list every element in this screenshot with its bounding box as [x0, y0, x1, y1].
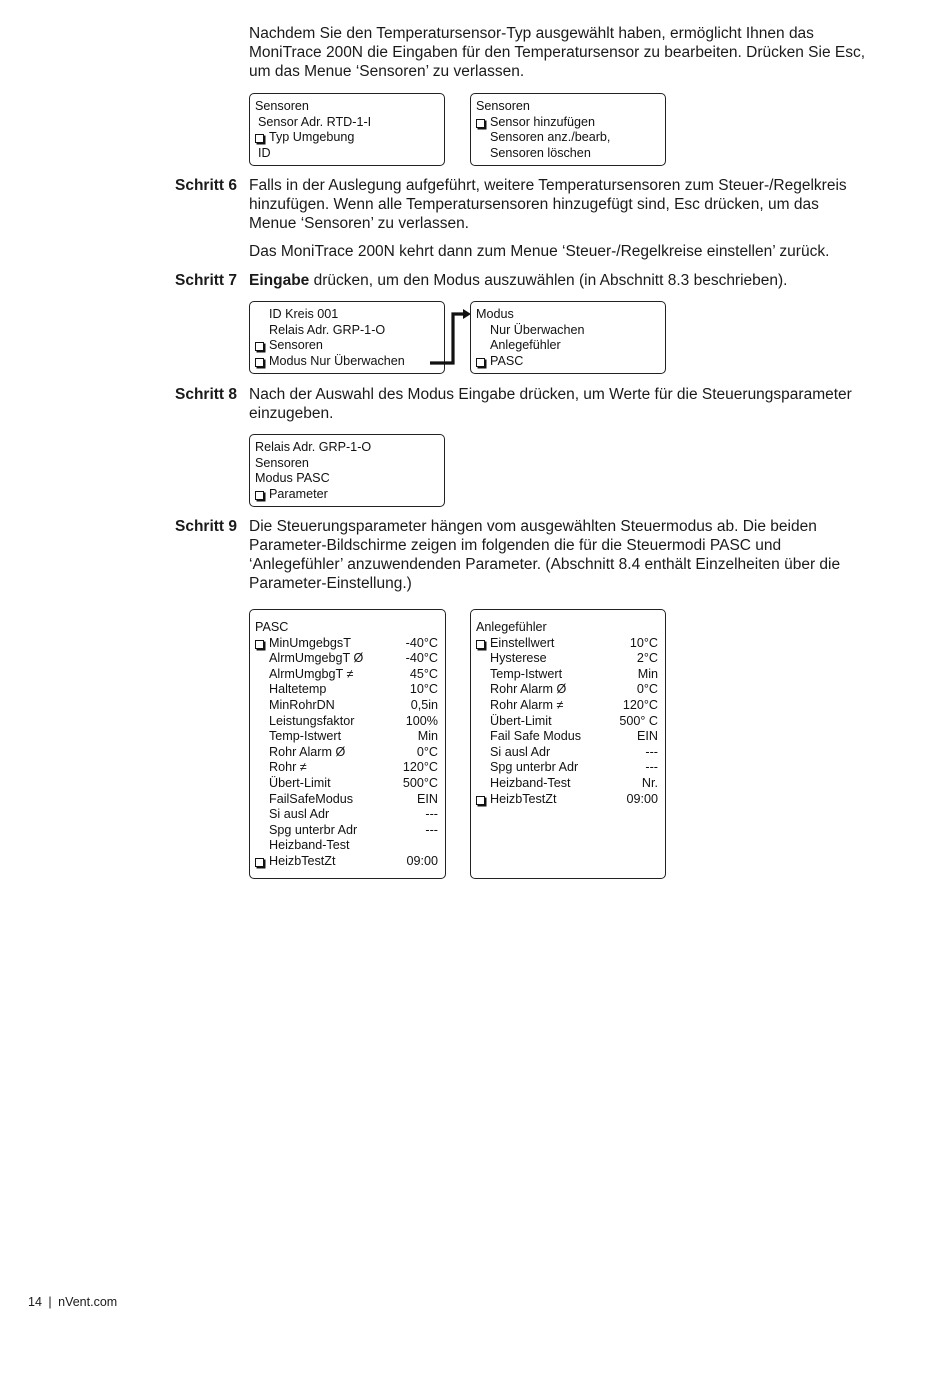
- parameter-row: [255, 698, 438, 714]
- screen-row: [255, 338, 437, 354]
- parameter-label: Rohr Alarm ≠: [490, 697, 564, 712]
- anlegefuehler-parameter-list: [476, 636, 658, 808]
- parameter-value: 120°C: [402, 760, 438, 775]
- screen-title-row: [255, 99, 437, 115]
- screen-row: [255, 456, 437, 472]
- intro-text: Nachdem Sie den Temperatursensor-Typ ausgewählt haben, ermöglicht Ihnen das MoniTrace 200N die Eingaben für den Temperatursensor zu bearbeiten. Drücken Sie Esc, um das Menue ‘Sensoren’ zu verlassen.: [249, 25, 866, 80]
- step9-label: Schritt 9: [175, 518, 238, 535]
- parameter-label: MinRohrDN: [269, 697, 335, 712]
- parameter-value: Min: [417, 729, 438, 744]
- screen-title: Sensoren: [255, 99, 309, 113]
- screen-row-text: ID: [258, 145, 271, 160]
- parameter-row: [476, 698, 658, 714]
- step7-bold: Eingabe: [249, 272, 310, 289]
- parameter-value: 100%: [405, 713, 438, 728]
- screen-row: [255, 323, 437, 339]
- pasc-parameter-screen: [249, 609, 446, 879]
- parameter-row: [255, 854, 438, 870]
- parameter-row: [255, 714, 438, 730]
- screen-row-text: Sensor hinzufügen: [490, 114, 596, 129]
- sensor-screen-left: [249, 93, 445, 166]
- parameter-value: ---: [645, 760, 658, 775]
- screen-row: [476, 338, 658, 354]
- screen-title-row: [476, 99, 658, 115]
- parameter-label: Heizband-Test: [269, 838, 350, 853]
- step6-text: Falls in der Auslegung aufgeführt, weitere Temperatursensoren zum Steuer-/Regelkreis hinzufügen. Wenn alle Temperatursensoren hinzugefügt sind, Esc drücken, um das Menue ‘Sensoren’ zu verlassen.: [249, 177, 847, 232]
- parameter-row: [255, 729, 438, 745]
- step8-text: Nach der Auswahl des Modus Eingabe drücken, um Werte für die Steuerungsparameter einzugeben.: [249, 386, 852, 422]
- cursor-box-icon: [476, 792, 485, 810]
- step6-paragraph: [249, 176, 869, 233]
- parameter-value: 10°C: [629, 635, 658, 650]
- parameter-label: Rohr Alarm Ø: [269, 744, 346, 759]
- step6-paragraph-2: [249, 242, 869, 261]
- parameter-label: Temp-Istwert: [490, 666, 563, 681]
- parameter-row: [476, 714, 658, 730]
- screen-row-text: Sensor Adr. RTD-1-I: [258, 114, 372, 129]
- parameter-row: [255, 823, 438, 839]
- screen-row: [255, 307, 437, 323]
- parameter-value: -40°C: [405, 651, 438, 666]
- screen-row-text: Relais Adr. GRP-1-O: [255, 440, 372, 454]
- mode-screen: [470, 301, 666, 374]
- screen-row-text: Nur Überwachen: [490, 322, 585, 337]
- pasc-parameter-list: [255, 636, 438, 870]
- screen-row: [476, 146, 658, 162]
- parameter-row: [476, 792, 658, 808]
- parameter-value: 09:00: [406, 853, 438, 868]
- step7-label: Schritt 7: [175, 272, 238, 289]
- parameter-value: EIN: [637, 729, 658, 744]
- parameter-label: Haltetemp: [269, 682, 327, 697]
- parameter-value: Nr.: [641, 775, 658, 790]
- parameter-row: [476, 682, 658, 698]
- sensor-screen-right: [470, 93, 666, 166]
- parameter-row: [255, 776, 438, 792]
- parameter-value: 09:00: [626, 791, 658, 806]
- screen-row: [476, 354, 658, 370]
- step6-label: Schritt 6: [175, 177, 238, 194]
- parameter-value: EIN: [417, 791, 438, 806]
- parameter-row: [476, 729, 658, 745]
- parameter-row: [255, 682, 438, 698]
- parameter-value: Min: [637, 666, 658, 681]
- parameter-row: [255, 745, 438, 761]
- screen-row-text: Modus Nur Überwachen: [269, 353, 405, 368]
- step7-text: drücken, um den Modus auszuwählen (in Abschnitt 8.3 beschrieben).: [309, 272, 788, 289]
- parameter-row: [476, 651, 658, 667]
- step6-text-2: Das MoniTrace 200N kehrt dann zum Menue ‘Steuer-/Regelkreise einstellen’ zurück.: [249, 243, 830, 260]
- parameter-value: 2°C: [636, 651, 658, 666]
- step8-paragraph: [249, 385, 869, 423]
- cursor-box-icon: [476, 354, 485, 372]
- parameter-value: 0,5in: [410, 697, 438, 712]
- parameter-label: Übert-Limit: [490, 713, 552, 728]
- parameter-value: 500° C: [619, 713, 658, 728]
- parameter-value: ---: [425, 822, 438, 837]
- screen-row: [476, 130, 658, 146]
- parameter-label: HeizbTestZt: [269, 853, 336, 868]
- parameter-label: Si ausl Adr: [269, 807, 330, 822]
- parameter-row: [476, 745, 658, 761]
- parameter-label: AlrmUmgebgT Ø: [269, 651, 364, 666]
- parameter-label: Leistungsfaktor: [269, 713, 355, 728]
- screen-row: [255, 354, 437, 370]
- cursor-box-icon: [255, 354, 264, 372]
- screen-title: Modus: [476, 307, 514, 321]
- parameter-value: 0°C: [416, 744, 438, 759]
- parameter-value: 0°C: [636, 682, 658, 697]
- parameter-row: [255, 667, 438, 683]
- screen-row: [476, 115, 658, 131]
- screen-row-text: Typ Umgebung: [269, 130, 355, 145]
- parameter-value: 10°C: [409, 682, 438, 697]
- step9-text: Die Steuerungsparameter hängen vom ausgewählten Steuermodus ab. Die beiden Parameter-Bildschirme zeigen im folgenden die für die Steuermodi PASC und ‘Anlegefühler’ anzuwendenden Parameter. (Abschnitt 8.4 enthält Einzelheiten über die Parameter-Einstellung.): [249, 518, 841, 592]
- parameter-label: Fail Safe Modus: [490, 729, 581, 744]
- parameter-row: [476, 776, 658, 792]
- screen-row-text: Sensoren anz./bearb,: [490, 130, 611, 145]
- parameter-row: [255, 792, 438, 808]
- screen-row-text: Anlegefühler: [490, 338, 561, 353]
- parameter-row: [476, 667, 658, 683]
- circuit-screen: [249, 301, 445, 374]
- pasc-mode-screen: [249, 434, 445, 507]
- screen-row-text: Sensoren löschen: [490, 145, 591, 160]
- screen-title: PASC: [255, 620, 289, 634]
- parameter-label: Einstellwert: [490, 635, 555, 650]
- parameter-value: 120°C: [622, 697, 658, 712]
- parameter-label: Spg unterbr Adr: [490, 760, 579, 775]
- parameter-label: FailSafeModus: [269, 791, 353, 806]
- parameter-label: Si ausl Adr: [490, 744, 551, 759]
- parameter-value: 45°C: [409, 666, 438, 681]
- parameter-row: [255, 636, 438, 652]
- screen-row-text: ID Kreis 001: [269, 307, 339, 321]
- screen-row-text: Modus PASC: [255, 471, 330, 486]
- parameter-label: Hysterese: [490, 651, 547, 666]
- parameter-label: AlrmUmgbgT ≠: [269, 666, 354, 681]
- screen-title-row: [476, 307, 658, 323]
- cursor-box-icon: [255, 854, 264, 872]
- parameter-row: [255, 807, 438, 823]
- parameter-value: 500°C: [402, 775, 438, 790]
- footer-site: nVent.com: [58, 1295, 118, 1309]
- parameter-row: [255, 760, 438, 776]
- footer-separator: |: [48, 1295, 52, 1309]
- parameter-label: HeizbTestZt: [490, 791, 557, 806]
- screen-row-text: Parameter: [269, 486, 328, 501]
- screen-row-text: PASC: [490, 353, 524, 368]
- screen-row: [255, 130, 437, 146]
- cursor-box-icon: [255, 487, 264, 505]
- screen-title: Sensoren: [476, 99, 530, 113]
- parameter-value: ---: [645, 744, 658, 759]
- screen-row-text: Relais Adr. GRP-1-O: [269, 322, 386, 337]
- parameter-row: [476, 760, 658, 776]
- parameter-label: Übert-Limit: [269, 775, 331, 790]
- parameter-row: [255, 651, 438, 667]
- step9-paragraph: [249, 517, 869, 593]
- page-footer: [28, 1295, 117, 1310]
- screen-row-text: Sensoren: [269, 338, 323, 353]
- screen-row: [255, 146, 437, 162]
- screen-row: [255, 440, 437, 456]
- parameter-label: MinUmgebgsT: [269, 635, 351, 650]
- parameter-label: Rohr Alarm Ø: [490, 682, 567, 697]
- screen-row: [476, 323, 658, 339]
- parameter-label: Temp-Istwert: [269, 729, 342, 744]
- parameter-label: Heizband-Test: [490, 775, 571, 790]
- screen-row: [255, 471, 437, 487]
- screen-title-row: [255, 620, 438, 636]
- screen-row: [255, 487, 437, 503]
- page-number: 14: [28, 1295, 42, 1309]
- screen-title-row: [476, 620, 658, 636]
- screen-title: Anlegefühler: [476, 620, 547, 634]
- parameter-label: Rohr ≠: [269, 760, 307, 775]
- parameter-value: -40°C: [405, 635, 438, 650]
- parameter-label: Spg unterbr Adr: [269, 822, 358, 837]
- parameter-value: ---: [425, 807, 438, 822]
- step8-label: Schritt 8: [175, 386, 238, 403]
- arrow-connector-icon: [428, 306, 474, 368]
- screen-row-text: Sensoren: [255, 455, 309, 470]
- anlegefuehler-parameter-screen: [470, 609, 666, 879]
- parameter-row: [476, 636, 658, 652]
- screen-row: [255, 115, 437, 131]
- intro-paragraph: [249, 24, 869, 81]
- parameter-row: [255, 838, 438, 854]
- step7-paragraph: [249, 271, 869, 290]
